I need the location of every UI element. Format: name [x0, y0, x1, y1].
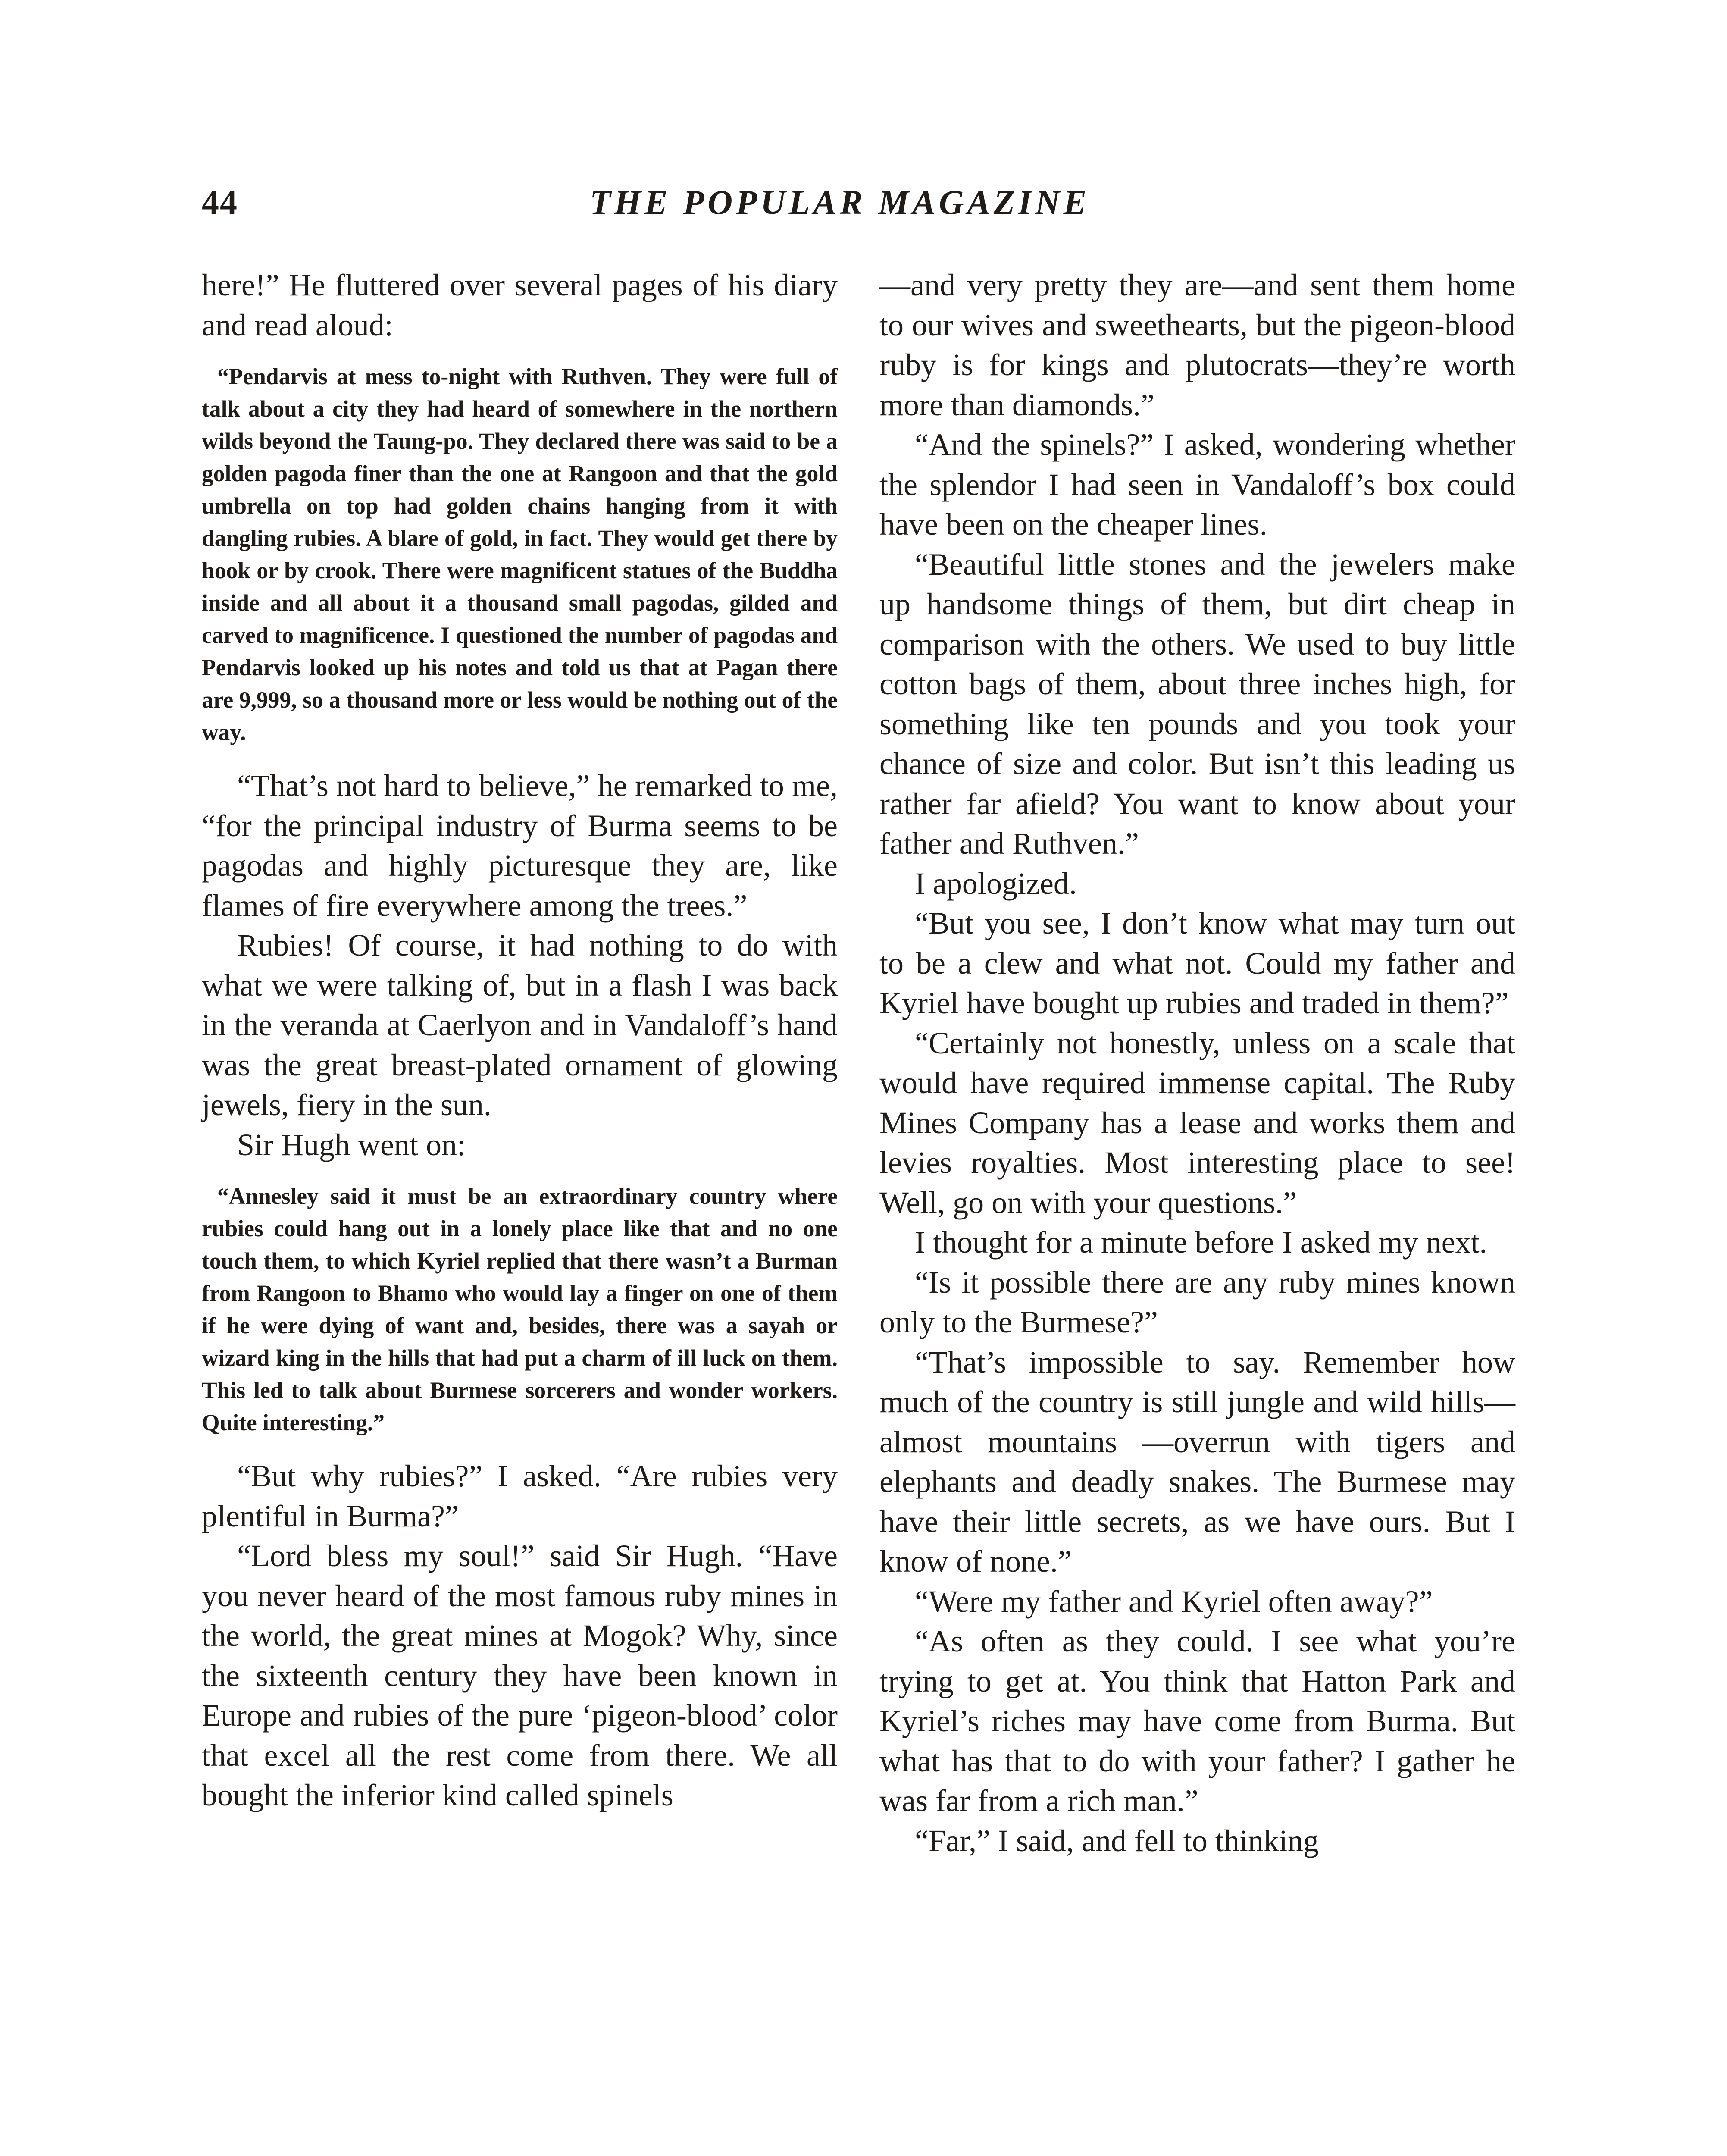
quote-text: “Annesley said it must be an extraordinary country where rubies could hang out in a lonely place like that and no one touch them, to which Kyriel replied that there wasn’t a Burman from Rangoon to Bhamo who would lay a finger on one of them if he were dying of want and, besides, there was a sayah or wizard king in the hills that had put a charm of ill luck on them. This led to talk about Burmese sorcerers and wonder workers. Quite interesting.” [202, 1183, 838, 1435]
paragraph: Sir Hugh went on: [237, 1127, 466, 1162]
left-column [202, 265, 838, 1815]
paragraph: Rubies! Of course, it had nothing to do with what we were talking of, but in a flash I was back in the veranda at Caerlyon and in Vandaloff’s hand was the great breast-plated ornament of glowing jewels, fiery in the sun. [202, 928, 838, 1122]
paragraph: “Certainly not honestly, unless on a scale that would have required immense capital. The Ruby Mines Company has a lease and works them and levies royalties. Most interesting place to see! Well, go on with your questions.” [879, 1025, 1515, 1220]
paragraph: “Is it possible there are any ruby mines known only to the Burmese?” [879, 1265, 1515, 1339]
paragraph: I thought for a minute before I asked my next. [915, 1225, 1487, 1260]
diary-excerpt [202, 360, 838, 749]
paragraph: “That’s impossible to say. Remember how much of the country is still jungle and wild hills—almost mountains —overrun with tigers and elephants and deadly snakes. The Burmese may have their little secrets, as we have ours. But I know of none.” [879, 1344, 1515, 1579]
paragraph: here!” He fluttered over several pages of his diary and read aloud: [202, 268, 838, 342]
page-number: 44 [202, 184, 238, 222]
paragraph: “But why rubies?” I asked. “Are rubies very plentiful in Burma?” [202, 1459, 838, 1533]
right-column [879, 265, 1515, 1861]
paragraph: “But you see, I don’t know what may turn out to be a clew and what not. Could my father and Kyriel have bought up rubies and traded in them?” [879, 906, 1515, 1020]
running-title: THE POPULAR MAGAZINE [590, 184, 1090, 222]
paragraph: “And the spinels?” I asked, wondering whether the splendor I had seen in Vandaloff’s box could have been on the cheaper lines. [879, 427, 1515, 542]
paragraph: “Beautiful little stones and the jewelers make up handsome things of them, but dirt cheap in comparison with the others. We used to buy little cotton bags of them, about three inches high, for something like ten pounds and you took your chance of size and color. But isn’t this leading us rather far afield? You want to know about your father and Ruthven.” [879, 547, 1515, 861]
paragraph: “That’s not hard to believe,” he remarked to me, “for the principal industry of Burma seems to be pagodas and highly picturesque they are, like flames of fire everywhere among the trees.” [202, 768, 838, 923]
paragraph: —and very pretty they are—and sent them home to our wives and sweethearts, but the pigeon-blood ruby is for kings and plutocrats—they’re worth more than diamonds.” [879, 268, 1515, 422]
paragraph: “Were my father and Kyriel often away?” [915, 1584, 1433, 1619]
paragraph: “Lord bless my soul!” said Sir Hugh. “Have you never heard of the most famous ruby mines in the world, the great mines at Mogok? Why, since the sixteenth century they have been known in Europe and rubies of the pure ‘pigeon-blood’ color that excel all the rest come from there. We all bought the inferior kind called spinels [202, 1539, 838, 1812]
page-header [202, 183, 1525, 235]
quote-text: “Pendarvis at mess to-night with Ruthven. They were full of talk about a city they had heard of somewhere in the northern wilds beyond the Taung-po. They declared there was said to be a golden pagoda finer than the one at Rangoon and that the gold umbrella on top had golden chains hanging from it with dangling rubies. A blare of gold, in fact. They would get there by hook or by crook. There were magnificent statues of the Buddha inside and all about it a thousand small pagodas, gilded and carved to magnificence. I questioned the number of pagodas and Pendarvis looked up his notes and told us that at Pagan there are 9,999, so a thousand more or less would be nothing out of the way. [202, 364, 838, 745]
paragraph: I apologized. [915, 866, 1077, 901]
paragraph: “As often as they could. I see what you’re trying to get at. You think that Hatton Park and Kyriel’s riches may have come from Burma. But what has that to do with your father? I gather he was far from a rich man.” [879, 1624, 1515, 1818]
paragraph: “Far,” I said, and fell to thinking [915, 1823, 1319, 1858]
diary-excerpt [202, 1180, 838, 1439]
